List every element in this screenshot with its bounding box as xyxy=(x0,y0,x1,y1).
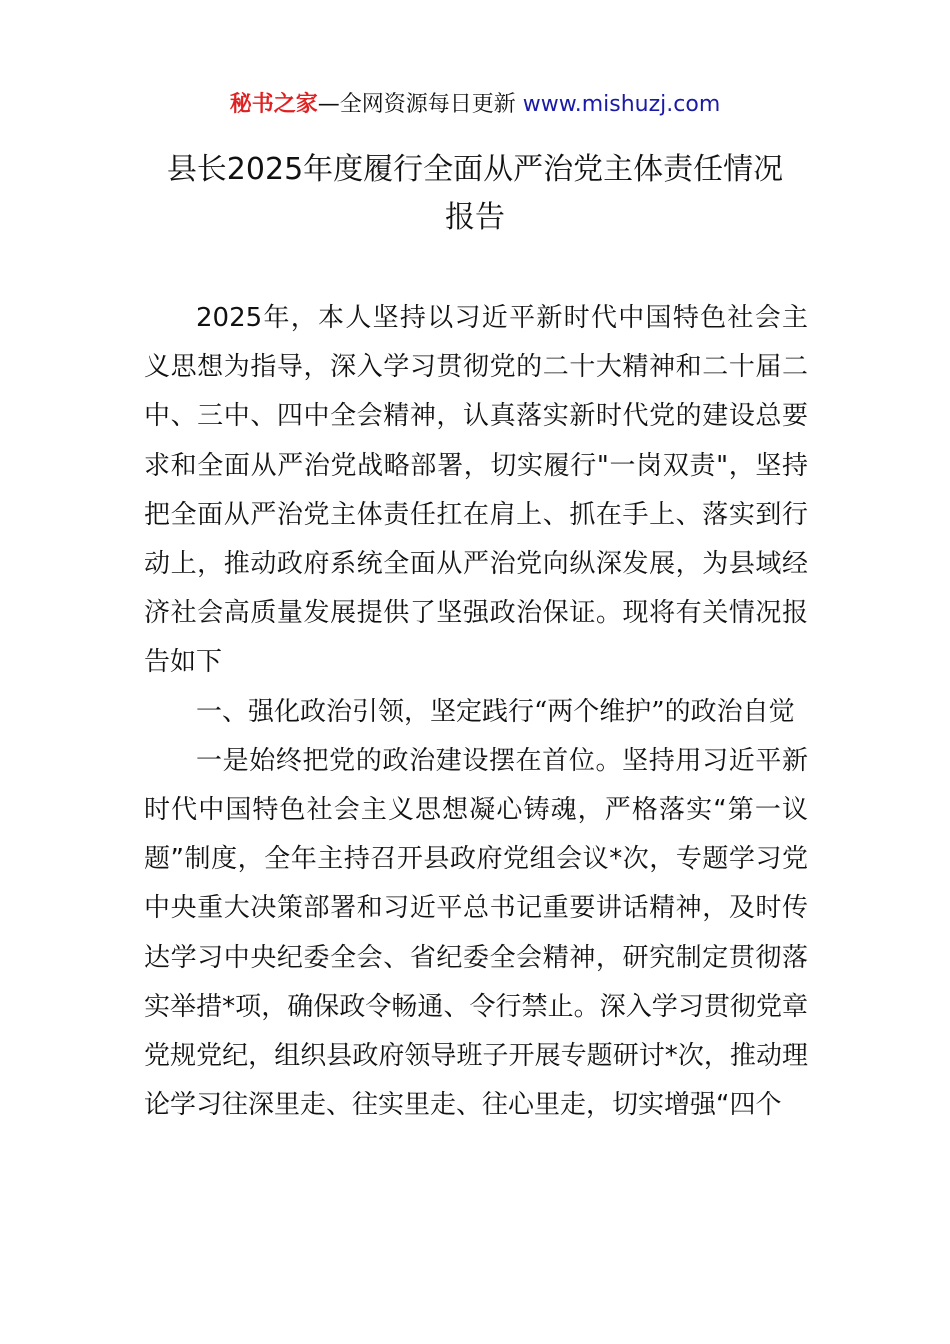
section-heading-1: 一、强化政治引领，坚定践行“两个维护”的政治自觉 xyxy=(196,696,795,727)
document-title-line-2: 报告 xyxy=(445,200,505,235)
document-title-line-1: 县长2025年度履行全面从严治党主体责任情况 xyxy=(166,152,784,187)
intro-paragraph: 2025年，本人坚持以习近平新时代中国特色社会主义思想为指导，深入学习贯彻党的二十大精神和二十届二中、三中、四中全会精神，认真落实新时代党的建设总要求和全面从严治党战略部署，切实履行"一岗双责"，坚持把全面从严治党主体责任扛在肩上、抓在手上、落实到行动上，推动政府系统全面从严治党向纵深发展，为县域经济社会高质量发展提供了坚强政治保证。现将有关情况报告如下 xyxy=(144,303,808,678)
document-body xyxy=(144,294,808,1130)
site-name: 秘书之家 xyxy=(229,92,318,117)
site-tagline: —全网资源每日更新 xyxy=(317,92,516,117)
site-header xyxy=(0,88,950,122)
site-url[interactable]: www.mishuzj.com xyxy=(522,92,721,117)
document-title xyxy=(140,146,810,242)
body-paragraph: 一是始终把党的政治建设摆在首位。坚持用习近平新时代中国特色社会主义思想凝心铸魂，严格落实“第一议题”制度，全年主持召开县政府党组会议*次，专题学习党中央重大决策部署和习近平总书记重要讲话精神，及时传达学习中央纪委全会、省纪委全会精神，研究制定贯彻落实举措*项，确保政令畅通、令行禁止。深入学习贯彻党章党规党纪，组织县政府领导班子开展专题研讨*次，推动理论学习往深里走、往实里走、往心里走，切实增强“四个 xyxy=(144,745,808,1121)
